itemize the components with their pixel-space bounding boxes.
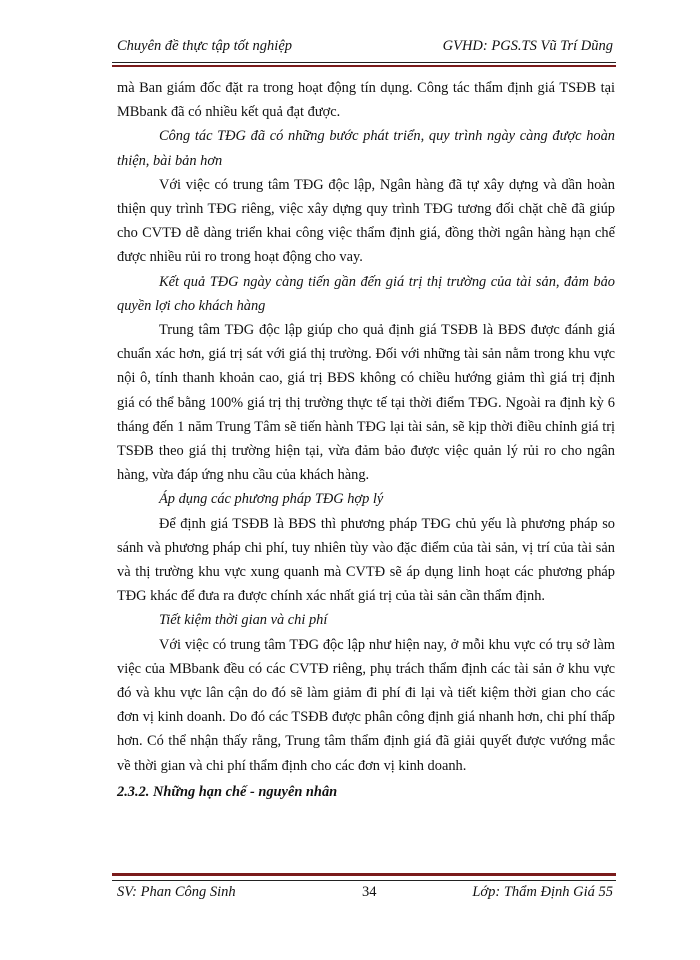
header-advisor: GVHD: PGS.TS Vũ Trí Dũng xyxy=(442,38,613,54)
header-document-title: Chuyên đề thực tập tốt nghiệp xyxy=(117,38,293,54)
footer-class: Lớp: Thẩm Định Giá 55 xyxy=(472,884,613,900)
italic-subheading: Kết quả TĐG ngày càng tiến gần đến giá trị thị trường của tài sản, đảm bảo quyền lợi cho khách hàng xyxy=(117,273,615,314)
section-heading: 2.3.2. Những hạn chế - nguyên nhân xyxy=(117,783,338,800)
body-paragraph: Để định giá TSĐB là BĐS thì phương pháp TĐG chủ yếu là phương pháp so sánh và phương pháp chi phí, tuy nhiên tùy vào đặc điểm của tài sản, vị trí của tài sản và thị trường khu vực xung quanh mà CVTĐ sẽ áp dụng linh hoạt các phương pháp TĐG khác để đưa ra được chính xác nhất giá trị của tài sản cần thẩm định. xyxy=(117,515,615,605)
page-header xyxy=(117,38,613,60)
body-paragraph: Với việc có trung tâm TĐG độc lập như hiện nay, ở mỗi khu vực có trụ sở làm việc của MBbank đều có các CVTĐ riêng, phụ trách thẩm định các tài sản ở khu vực đó và khu vực lân cận do đó sẽ làm giảm đi phí đi lại và tiết kiệm thời gian cho các đơn vị kinh doanh. Do đó các TSĐB được phân công định giá nhanh hơn, chi phí thấp hơn. Có thể nhận thấy rằng, Trung tâm thẩm định giá đã giải quyết được vướng mắc về thời gian và chi phí thẩm định cho các đơn vị kinh doanh. xyxy=(117,636,615,774)
page-footer xyxy=(117,884,613,906)
document-body xyxy=(117,76,615,804)
italic-subheading: Tiết kiệm thời gian và chi phí xyxy=(159,612,328,629)
italic-subheading: Công tác TĐG đã có những bước phát triển, quy trình ngày càng được hoàn thiện, bài bản hơn xyxy=(117,128,615,169)
body-paragraph: Với việc có trung tâm TĐG độc lập, Ngân hàng đã tự xây dựng và dần hoàn thiện quy trình TĐG riêng, việc xây dựng quy trình TĐG tương đối chặt chẽ đã giúp cho CVTĐ dễ dàng triển khai công việc thẩm định giá, đồng thời ngân hàng hạn chế được nhiều rủi ro trong hoạt động cho vay. xyxy=(117,176,615,266)
body-paragraph: Trung tâm TĐG độc lập giúp cho quả định giá TSĐB là BĐS được đánh giá chuẩn xác hơn, giá trị sát với giá thị trường. Đối với những tài sản nằm trong khu vực nội ô, tính thanh khoản cao, giá trị BĐS không có chiều hướng giảm thì giá trị định giá có thể bằng 100% giá trị thị trường thực tế tại thời điểm TĐG. Ngoài ra định kỳ 6 tháng đến 1 năm Trung Tâm sẽ tiến hành TĐG lại tài sản, sẽ kịp thời điều chỉnh giá trị TSĐB theo giá thị trường hiện tại, vừa đảm bảo được việc quản lý rủi ro cho ngân hàng, vừa đáp ứng nhu cầu của khách hàng. xyxy=(117,322,615,484)
italic-subheading: Áp dụng các phương pháp TĐG hợp lý xyxy=(159,491,384,508)
page-number: 34 xyxy=(362,884,377,900)
body-paragraph: mà Ban giám đốc đặt ra trong hoạt động tín dụng. Công tác thẩm định giá TSĐB tại MBbank đã có nhiều kết quả đạt được. xyxy=(117,80,615,121)
header-rule xyxy=(112,62,616,67)
footer-student: SV: Phan Công Sinh xyxy=(117,884,236,900)
footer-rule xyxy=(112,873,616,881)
